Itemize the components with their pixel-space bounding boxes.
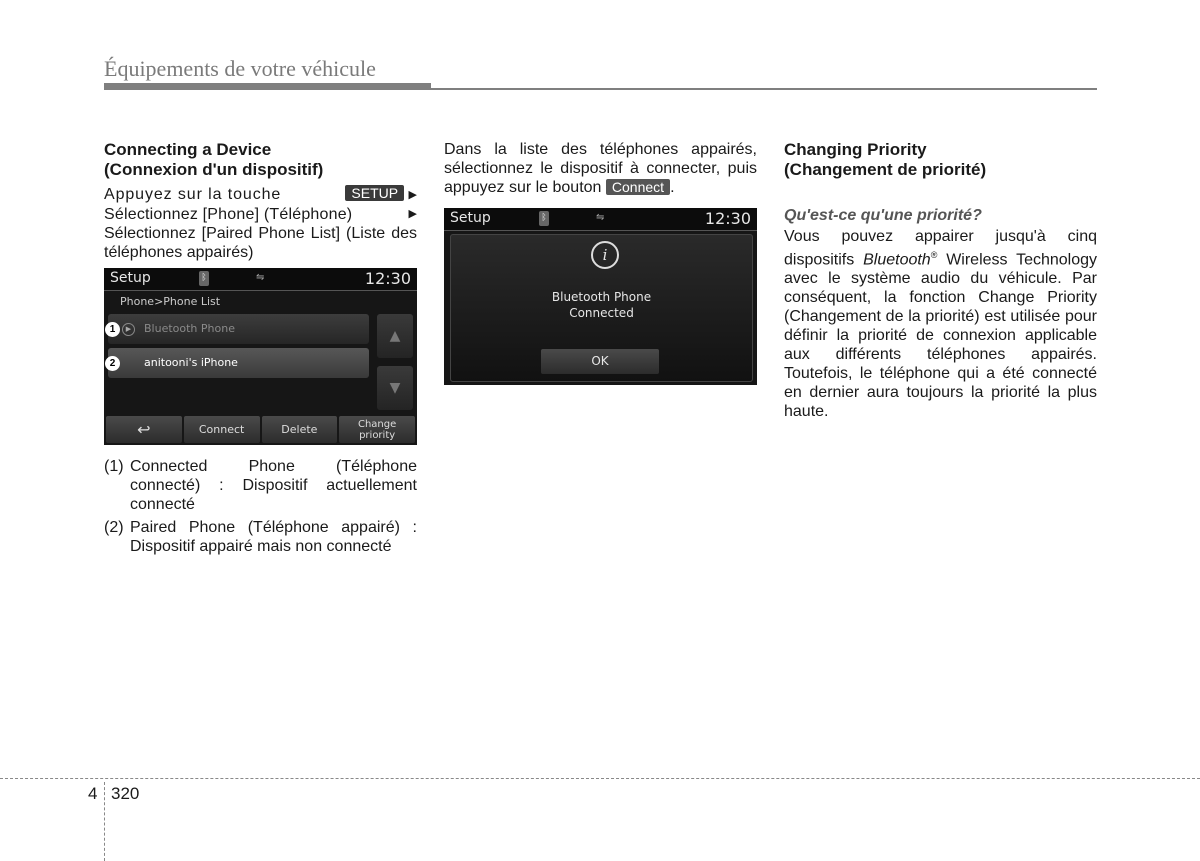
list-item-number: (2) <box>104 519 124 536</box>
screen-title: Setup <box>450 210 491 226</box>
screen-clock: 12:30 <box>704 209 751 228</box>
callout-number: 1 <box>105 322 120 337</box>
screen-status-bar <box>104 268 417 291</box>
phone-legend-list <box>104 457 417 560</box>
paragraph-brand: Bluetooth <box>863 251 931 269</box>
arrow-right-icon: ▶ <box>408 189 417 201</box>
bluetooth-icon: ᛒ <box>539 211 549 226</box>
ok-button[interactable]: OK <box>541 349 659 374</box>
triangle-up-icon: ▲ <box>389 328 401 344</box>
column-connecting-device <box>104 140 417 262</box>
change-priority-label: Change priority <box>357 418 397 441</box>
header-rule-thin <box>431 88 1097 90</box>
sentence-end: . <box>670 179 675 196</box>
header-rule-thick <box>104 83 431 90</box>
heading-changing-priority <box>784 140 1097 180</box>
usb-icon: ⇋ <box>596 212 605 223</box>
heading-fr: (Connexion d'un dispositif) <box>104 160 324 179</box>
heading-connecting-device <box>104 140 417 180</box>
list-item-label: anitooni's iPhone <box>144 356 238 369</box>
scroll-up-button[interactable] <box>377 314 413 358</box>
dialog-line-1: Bluetooth Phone <box>551 290 652 304</box>
instructions <box>104 184 417 262</box>
page-header-title: Équipements de votre véhicule <box>104 56 376 81</box>
breadcrumb: Phone>Phone List <box>120 295 221 308</box>
bluetooth-icon: ᛒ <box>199 271 209 286</box>
heading-fr: (Changement de priorité) <box>784 160 987 179</box>
heading-en: Connecting a Device <box>104 140 272 159</box>
instr-setup-group <box>345 184 417 205</box>
instr-text-3: Sélectionnez [Paired Phone List] (Liste des téléphones appairés) <box>104 225 417 261</box>
scroll-down-button[interactable] <box>377 366 413 410</box>
connected-dialog-screen <box>444 208 757 385</box>
callout-number: 2 <box>105 356 120 371</box>
instr-line-2 <box>104 205 417 224</box>
subheading-what-is-priority: Qu'est-ce qu'une priorité? <box>784 207 982 224</box>
list-item-text: Paired Phone (Téléphone appairé) : Dispositif appairé mais non connecté <box>130 519 417 555</box>
change-priority-button[interactable] <box>339 416 415 443</box>
list-item-label: Bluetooth Phone <box>144 322 235 335</box>
back-arrow-icon: ↩ <box>137 420 151 439</box>
instr-line-1 <box>104 184 417 205</box>
setup-key-label: SETUP <box>345 185 404 201</box>
chapter-number: 4 <box>88 784 98 803</box>
screen-status-bar <box>444 208 757 231</box>
priority-paragraph <box>784 227 1097 421</box>
connected-dialog <box>450 234 753 382</box>
connect-instruction-text: Dans la liste des téléphones appairés, sélectionnez le dispositif à connecter, puis appuyez sur le bouton <box>444 141 757 196</box>
footer-dashed-rule <box>0 778 1200 779</box>
info-icon: i <box>591 241 619 269</box>
page-number: 320 <box>111 784 140 803</box>
back-button[interactable] <box>106 416 182 443</box>
paragraph-text-start: Vous pouvez appairer jusqu'à cinq dispositifs <box>784 228 1097 269</box>
play-circle-icon: ▶ <box>122 323 135 336</box>
dialog-line-2: Connected <box>569 306 634 320</box>
column-changing-priority <box>784 140 1097 421</box>
footer-vertical-rule <box>104 782 105 861</box>
list-item <box>104 457 417 514</box>
instr-text-1: Appuyez sur la touche <box>104 186 282 203</box>
list-item-number: (1) <box>104 458 124 475</box>
triangle-down-icon: ▼ <box>389 380 401 396</box>
heading-en: Changing Priority <box>784 140 927 159</box>
instr-text-2: Sélectionnez [Phone] (Téléphone) <box>104 206 353 223</box>
delete-button[interactable]: Delete <box>262 416 338 443</box>
arrow-right-icon: ▶ <box>408 208 417 220</box>
connect-button[interactable]: Connect <box>184 416 260 443</box>
screen-clock: 12:30 <box>364 269 411 288</box>
list-item-text: Connected Phone (Téléphone connecté) : Dispositif actuellement connecté <box>130 458 417 513</box>
list-item <box>104 518 417 556</box>
paragraph-text-end: Wireless Technology avec le système audio du véhicule. Par conséquent, la fonction Change Priority (Changement de la priorité) est utilisée pour définir la priorité de connexion applicable aux différents téléphones appairés. Toutefois, le téléphone qui a été connecté en dernier aura toujours la priorité la plus haute. <box>784 251 1098 421</box>
registered-mark: ® <box>930 250 938 260</box>
screen-title: Setup <box>110 270 151 286</box>
phone-list-screen <box>104 268 417 445</box>
usb-icon: ⇋ <box>256 272 265 283</box>
connect-key-label: Connect <box>606 179 670 195</box>
list-item-paired-phone[interactable] <box>108 348 369 378</box>
column-connect-instructions <box>444 140 757 197</box>
list-item-connected-phone[interactable] <box>108 314 369 344</box>
screen-button-bar <box>106 416 415 443</box>
